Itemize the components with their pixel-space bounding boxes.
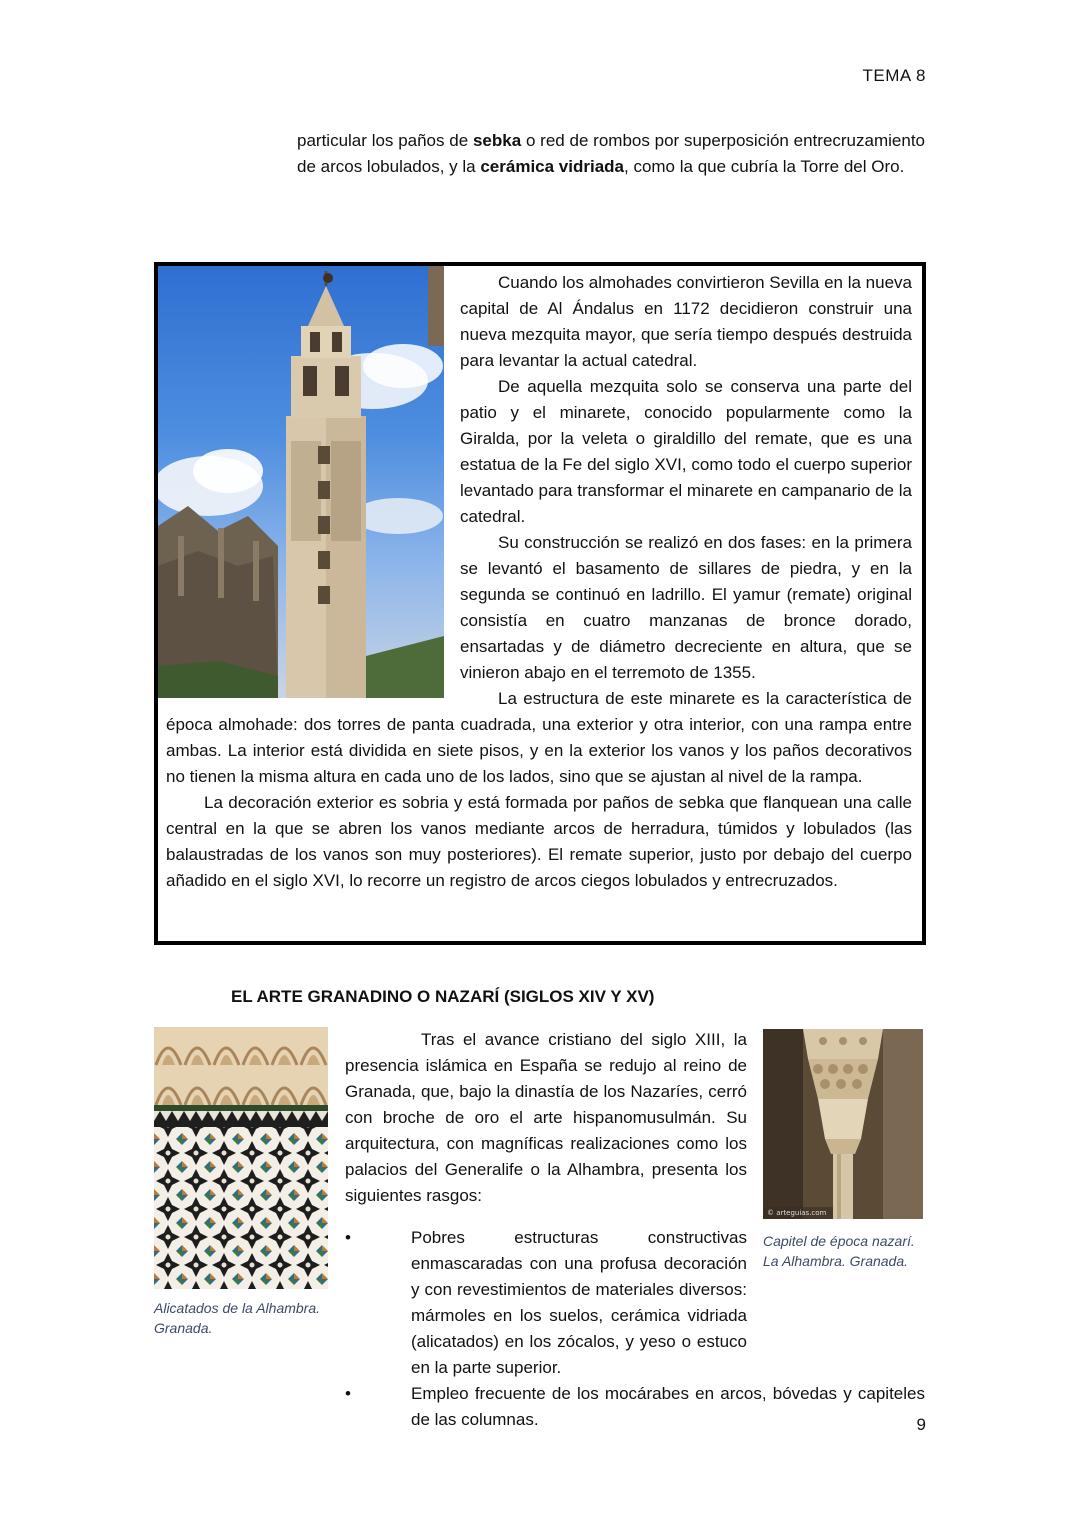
capitel-figure xyxy=(763,1029,925,1271)
nazari-intro: Tras el avance cristiano del siglo XIII, la presencia islámica en España se redujo al reino de Granada, que, bajo la dinastía de los Nazaríes, cerró con broche de oro el arte hispanomusulmán. Su arquitectura, con magníficas realizaciones como los palacios del Generalife o la Alhambra, presenta los siguientes rasgos: xyxy=(345,1030,747,1205)
giralda-photo xyxy=(158,266,444,698)
giralda-paragraph: La estructura de este minarete es la característica de época almohade: dos torres de panta cuadrada, una exterior y otra interior, con una rampa entre ambas. La interior está dividida en siete pisos, y en la exterior los vanos y los paños decorativos no tienen la misma altura en cada uno de los lados, sino que se ajustan al nivel de la rampa. xyxy=(166,689,912,786)
bullet-icon: • xyxy=(345,1228,351,1247)
list-item: • Pobres estructuras constructivas enmascaradas con una profusa decoración y con revestimientos de materiales diversos: mármoles en los suelos, cerámica vidriada (alicatados) en los zócalos, y yeso o estuco en la parte superior. xyxy=(345,1225,747,1381)
page-number: 9 xyxy=(916,1415,926,1434)
giralda-box xyxy=(154,262,926,945)
capitel-watermark: © arteguias.com xyxy=(767,1209,827,1217)
giralda-paragraph: Su construcción se realizó en dos fases: en la primera se levantó el basamento de sillares de piedra, y en la segunda se continuó en ladrillo. El yamur (remate) original consistía en cuatro manzanas de bronce dorado, ensartadas y de diámetro decreciente en altura, que se vinieron abajo en el terremoto de 1355. xyxy=(460,533,912,682)
bullet-icon: • xyxy=(345,1384,351,1403)
capitel-photo xyxy=(763,1029,923,1219)
list-item: • Empleo frecuente de los mocárabes en arcos, bóvedas y capiteles de las columnas. xyxy=(345,1381,925,1433)
intro-paragraph: particular los paños de sebka o red de rombos por superposición entrecruzamiento de arcos lobulados, y la cerámica vidriada, como la que cubría la Torre del Oro. xyxy=(297,131,925,176)
section-title: EL ARTE GRANADINO O NAZARÍ (SIGLOS XIV Y XV) xyxy=(231,987,655,1006)
giralda-paragraph: La decoración exterior es sobria y está formada por paños de sebka que flanquean una calle central en la que se abren los vanos mediante arcos de herradura, túmidos y lobulados (las balaustradas de los vanos son muy posteriores). El remate superior, justo por debajo del cuerpo añadido en el siglo XVI, lo recorre un registro de arcos ciegos lobulados y entrecruzados. xyxy=(166,793,912,890)
capitel-caption: Capitel de época nazarí. La Alhambra. Granada. xyxy=(763,1233,915,1269)
giralda-paragraph: De aquella mezquita solo se conserva una parte del patio y el minarete, conocido popularmente como la Giralda, por la veleta o giraldillo del remate, que es una estatua de la Fe del siglo XVI, como todo el cuerpo superior levantado para transformar el minarete en campanario de la catedral. xyxy=(460,377,912,526)
alicatados-caption: Alicatados de la Alhambra. Granada. xyxy=(154,1300,321,1336)
alicatados-photo xyxy=(154,1027,328,1289)
nazari-text xyxy=(345,1027,925,1433)
giralda-paragraph: Cuando los almohades convirtieron Sevilla en la nueva capital de Al Ándalus en 1172 decidieron construir una nueva mezquita mayor, que sería tiempo después destruida para levantar la actual catedral. xyxy=(460,273,912,370)
chapter-label: TEMA 8 xyxy=(862,66,926,85)
